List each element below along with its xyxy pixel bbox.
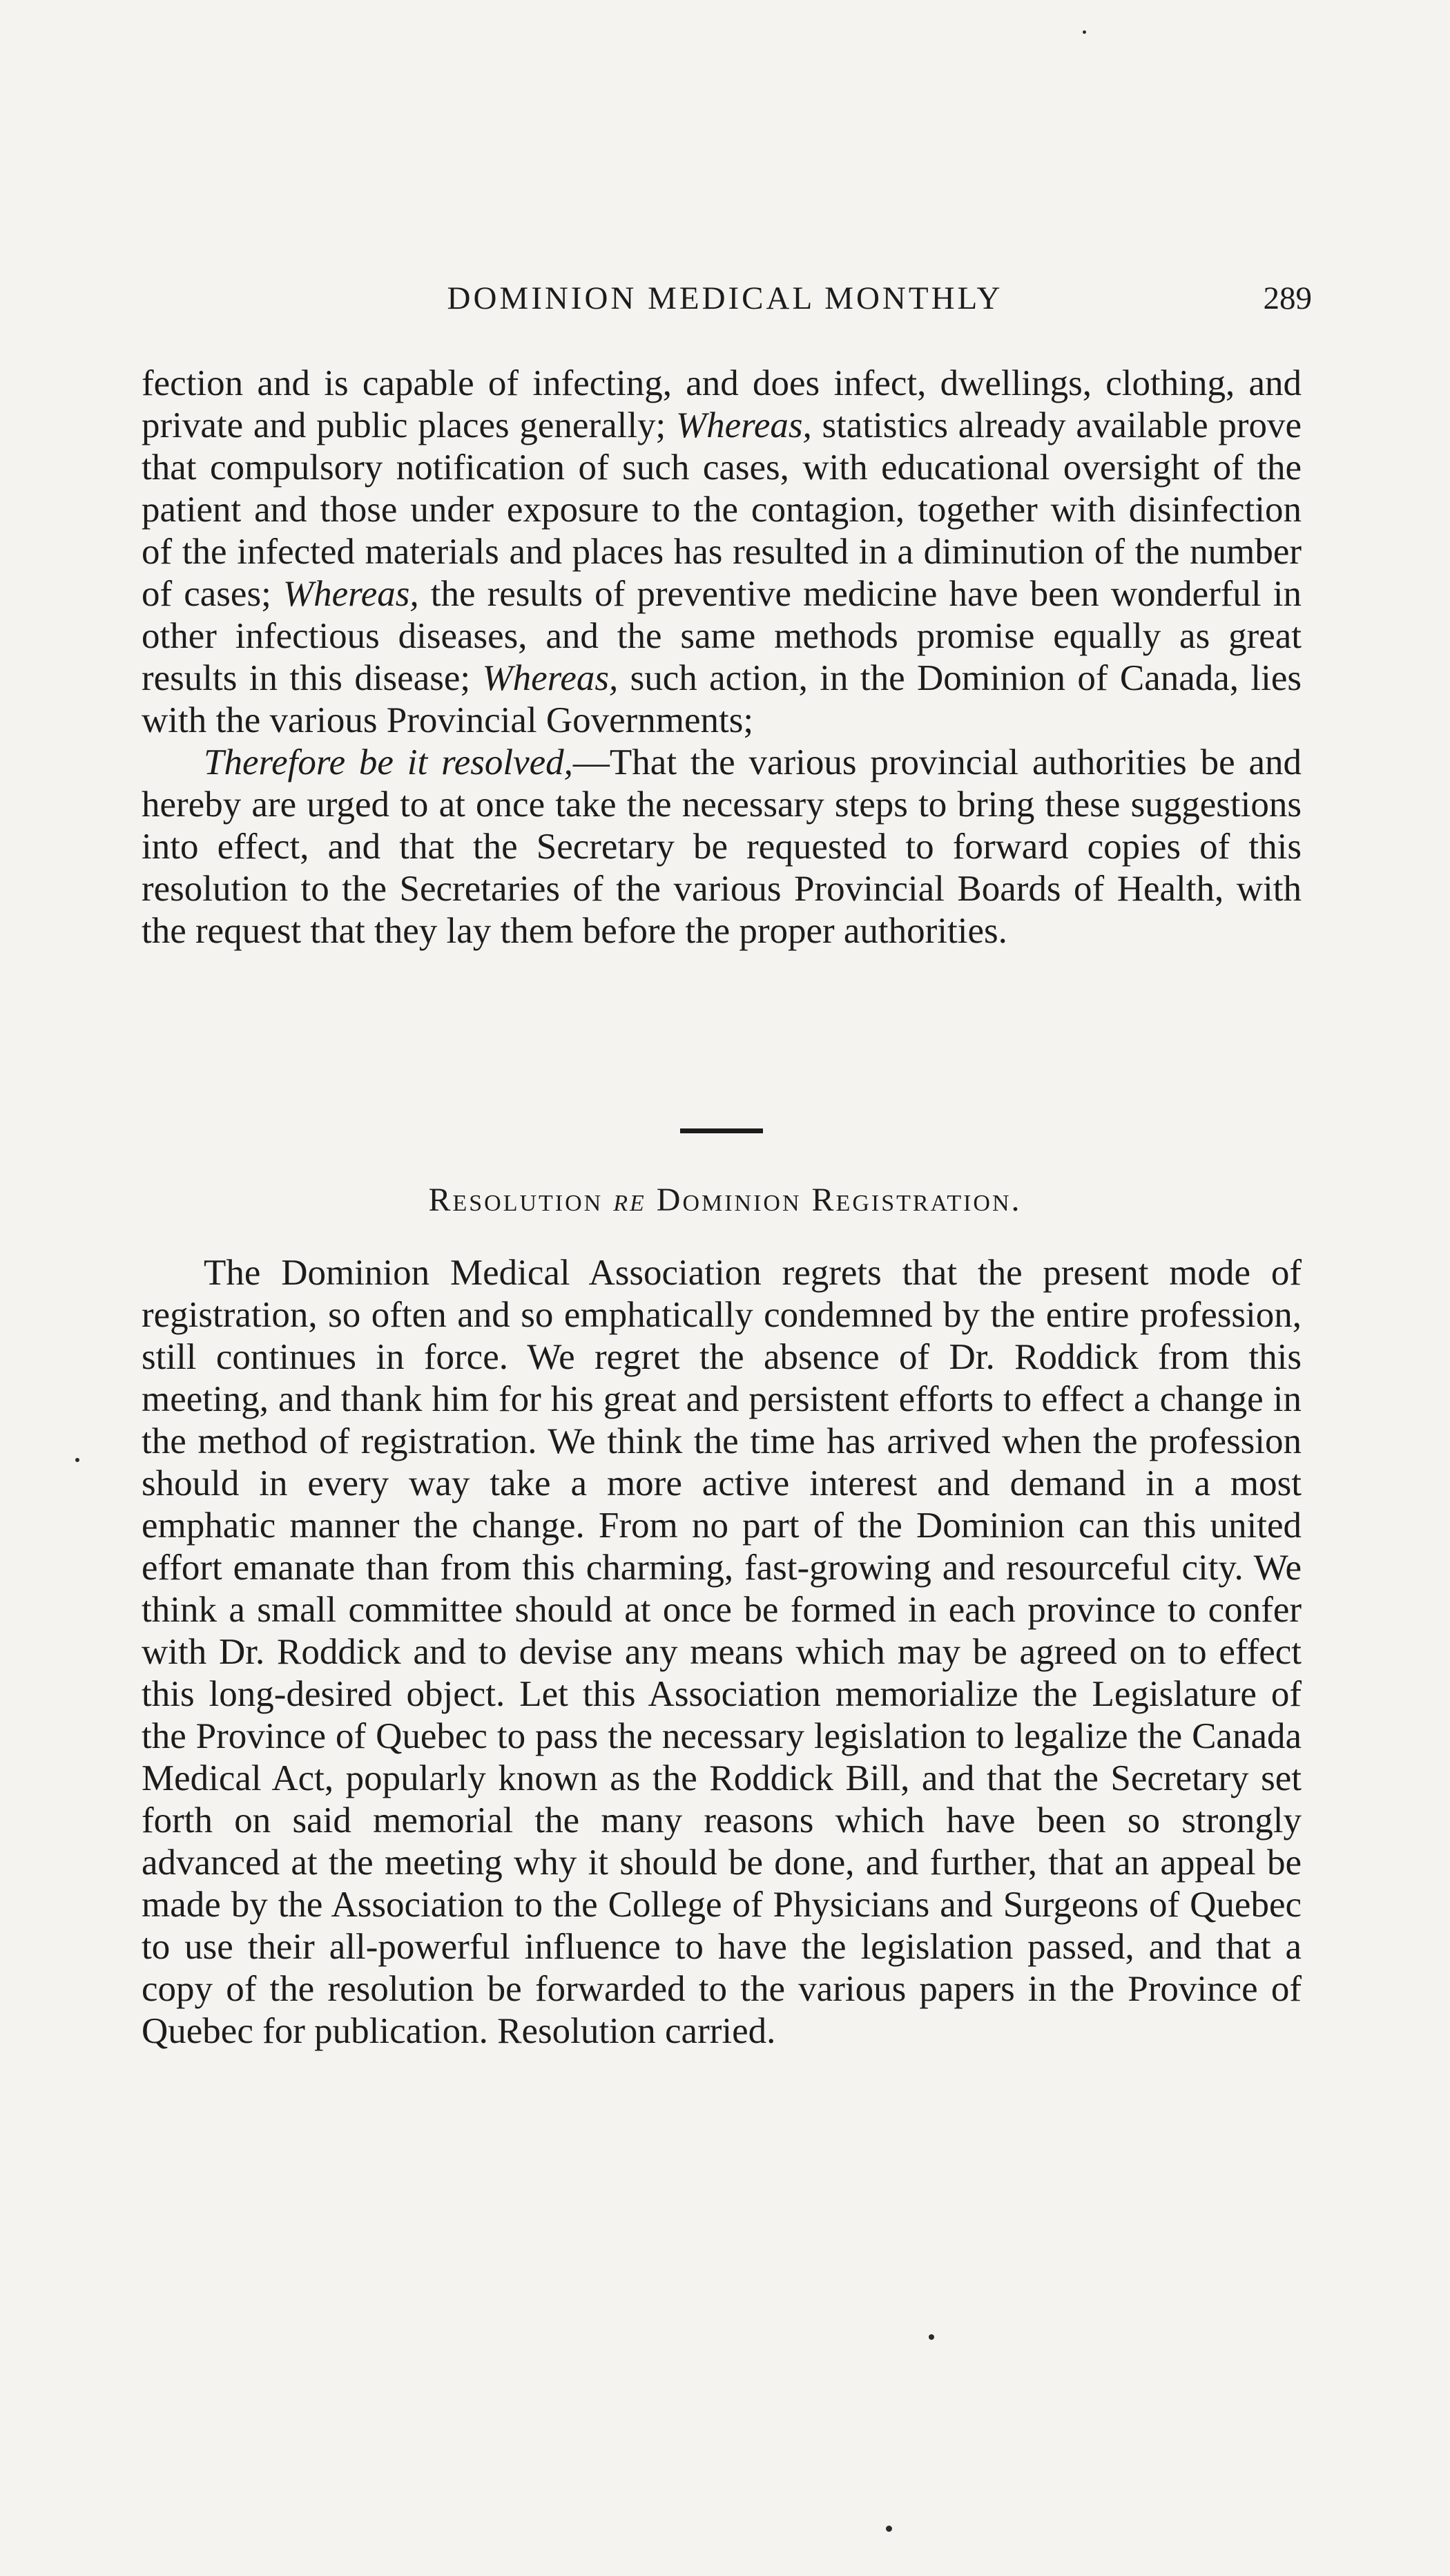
whereas-2: Whereas,: [282, 574, 419, 614]
registration-paragraph: The Dominion Medical Association regrets that the present mode of registration, so often and so emphatically condemned by the entire profession, still continues in force. We regret the absence of Dr. Roddick from this meeting, and thank him for his great and persistent efforts to effect a change in the method of registration. We think the time has arrived when the profession should in every way take a more active interest and demand in a most emphatic manner the change. From no part of the Dominion can this united effort emanate than from this charming, fast-growing and resourceful city. We think a small committee should at once be formed in each province to confer with Dr. Roddick and to devise any means which may be agreed on to effect this long-desired object. Let this Association memorialize the Legislature of the Province of Quebec to pass the necessary legislation to legalize the Canada Medical Act, popularly known as the Roddick Bill, and that the Secretary set forth on said memorial the many reasons which have been so strongly advanced at the meeting why it should be done, and further, that an appeal be made by the Association to the College of Physicians and Surgeons of Quebec to use their all-powerful influence to have the legislation passed, and that a copy of the resolution be forwarded to the various papers in the Province of Quebec for publication. Resolution carried.: [142, 1253, 1302, 2051]
section-heading: [0, 1181, 1450, 1219]
heading-part-1: Resolution: [428, 1182, 614, 1218]
print-speck: [886, 2526, 892, 2532]
preamble-block: [142, 363, 1302, 952]
registration-block: [142, 1252, 1302, 2053]
page-number: 289: [1263, 280, 1312, 316]
heading-re: re: [613, 1182, 646, 1218]
resolved-lead: Therefore be it resolved,: [204, 742, 573, 782]
whereas-3: Whereas,: [482, 658, 619, 698]
resolution-paragraph: [142, 742, 1302, 952]
print-speck: [929, 2334, 934, 2340]
page-header: [0, 280, 1450, 328]
print-speck: [1083, 30, 1086, 34]
whereas-1: Whereas,: [676, 405, 812, 445]
preamble-text-4: such action, in the Dominion of Canada, lies with the various Provincial Governments;: [142, 658, 1302, 740]
resolved-text: —That the various provincial authorities be and hereby are urged to at once take the necessary steps to bring these suggestions into effect, and that the Secretary be requested to forward copies of this resolution to the Secretaries of the various Provincial Boards of Health, with the request that they lay them before the proper authorities.: [142, 742, 1302, 951]
print-speck: [75, 1458, 79, 1462]
preamble-text-3: the results of preventive medicine have been wonderful in other infectious diseases, and the same methods promise equally as great results in this disease;: [142, 574, 1302, 698]
section-divider: [680, 1128, 763, 1133]
preamble-paragraph: [142, 363, 1302, 742]
heading-part-2: Dominion Registration.: [646, 1182, 1022, 1218]
running-title: DOMINION MEDICAL MONTHLY: [447, 280, 1003, 316]
preamble-text-2: statistics already available prove that compulsory notification of such cases, with educational oversight of the patient and those under exposure to the contagion, together with disinfection of the infected materials and places has resulted in a diminution of the number of cases;: [142, 405, 1302, 614]
preamble-text-1: fection and is capable of infecting, and does infect, dwellings, clothing, and private and public places generally;: [142, 363, 1302, 445]
